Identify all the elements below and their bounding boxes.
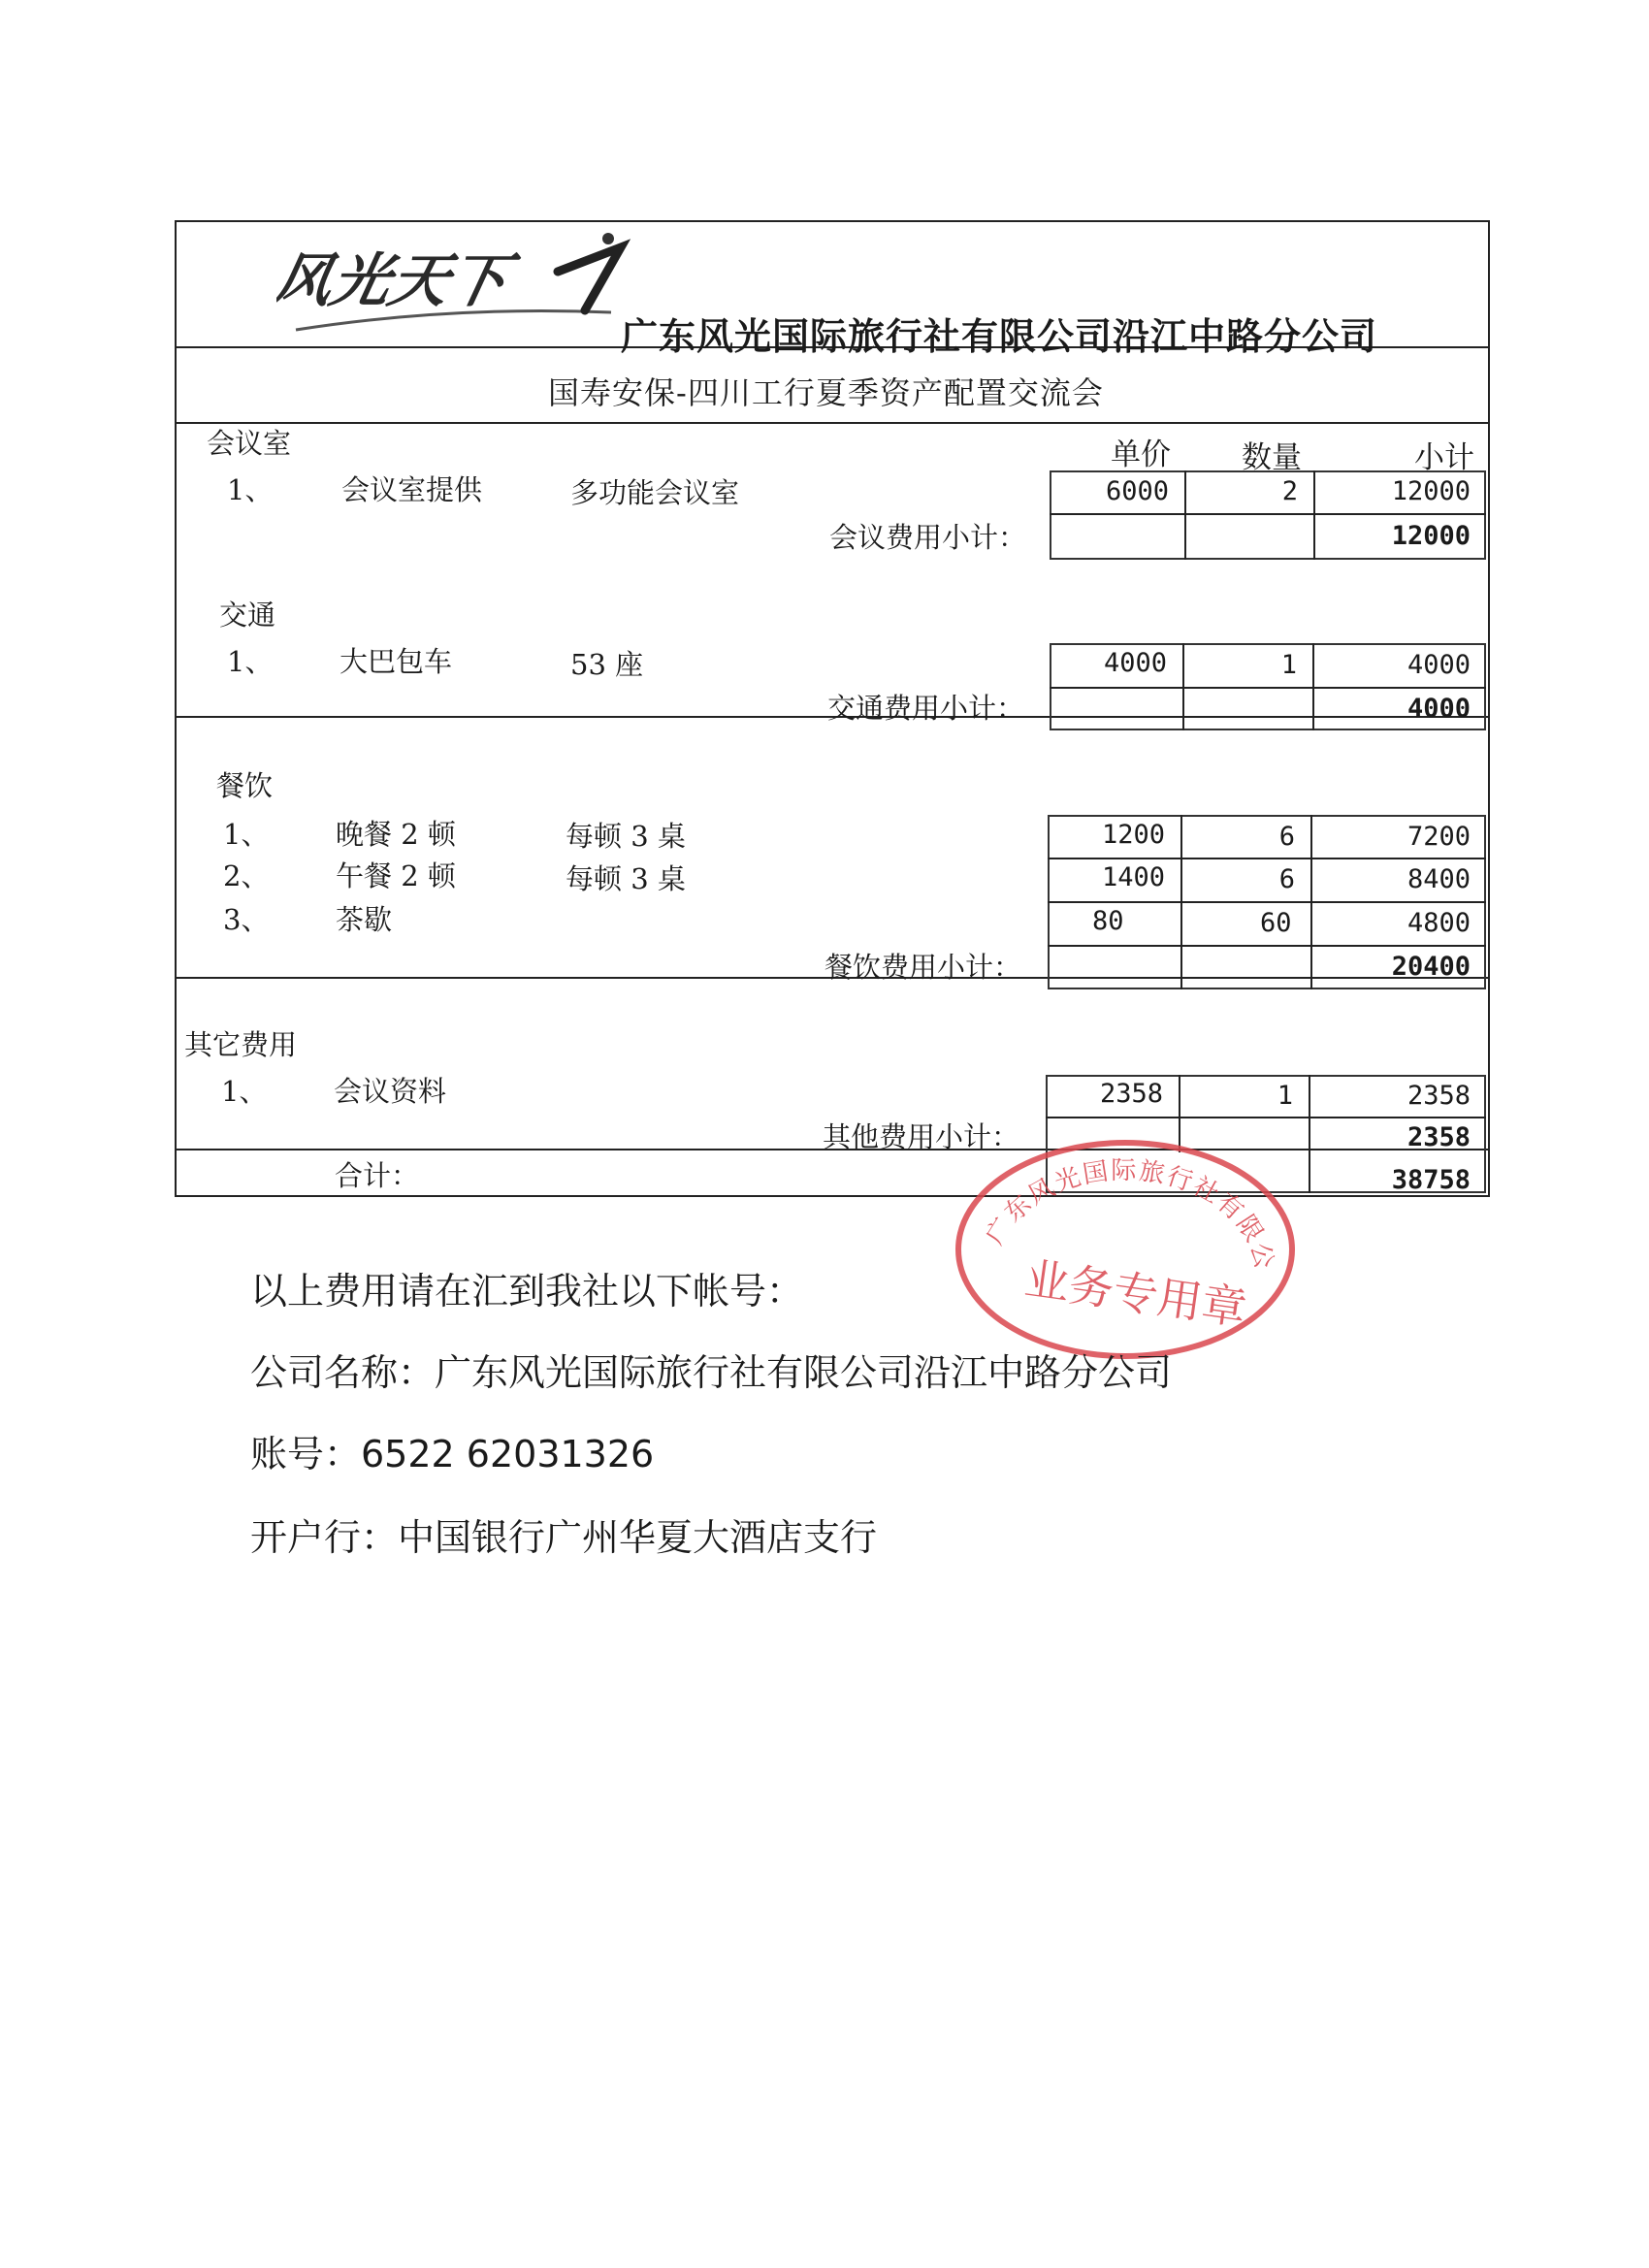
item-no: 1、 <box>227 645 274 678</box>
item-name: 茶歇 <box>336 903 393 936</box>
grand-total-label: 合计： <box>335 1159 420 1192</box>
qty-cell: 1 <box>1277 1081 1293 1111</box>
col-unit-price: 单价 <box>1111 437 1171 472</box>
logo-text: 风光天下 <box>276 246 514 315</box>
col-subtotal: 小计 <box>1414 440 1474 475</box>
item-no: 1、 <box>223 818 270 851</box>
grand-total-value: 38758 <box>1391 1165 1471 1195</box>
account-number: 账号：6522 62031326 <box>250 1433 655 1475</box>
subtotal-label-meeting: 会议费用小计： <box>829 521 1027 554</box>
subtotal-value-transport: 4000 <box>1406 694 1471 724</box>
item-desc: 每顿 3 桌 <box>566 820 686 853</box>
total-cell: 2358 <box>1406 1081 1471 1111</box>
payment-intro: 以上费用请在汇到我社以下帐号： <box>250 1270 804 1312</box>
item-name: 大巴包车 <box>340 645 453 678</box>
item-desc: 多功能会议室 <box>570 476 740 509</box>
seal-stamp-icon <box>946 1114 1305 1361</box>
unit-price-cell: 1200 <box>1101 820 1165 850</box>
total-cell: 4000 <box>1406 650 1471 680</box>
col-qty: 数量 <box>1242 440 1302 475</box>
unit-price-cell: 1400 <box>1101 862 1165 892</box>
unit-price-cell: 4000 <box>1103 648 1167 678</box>
event-title: 国寿安保-四川工行夏季资产配置交流会 <box>548 374 1104 411</box>
item-name: 晚餐 2 顿 <box>336 818 456 851</box>
qty-cell: 2 <box>1281 476 1298 506</box>
total-cell: 7200 <box>1406 822 1471 852</box>
seal-center-text: 业务专用章 <box>1021 1251 1250 1336</box>
logo-swoosh-icon <box>276 223 635 340</box>
item-name: 会议室提供 <box>341 473 483 506</box>
subtotal-value-dining: 20400 <box>1391 952 1471 982</box>
item-name: 会议资料 <box>334 1075 447 1108</box>
total-cell: 4800 <box>1406 908 1471 938</box>
payee-company: 公司名称：广东风光国际旅行社有限公司沿江中路分公司 <box>250 1351 1173 1394</box>
unit-price-cell: 80 <box>1092 906 1124 936</box>
subtotal-label-dining: 餐饮费用小计： <box>824 951 1022 984</box>
subtotal-label-transport: 交通费用小计： <box>827 692 1025 725</box>
company-name: 广东风光国际旅行社有限公司沿江中路分公司 <box>621 315 1378 358</box>
qty-cell: 1 <box>1280 650 1297 680</box>
subtitle-divider <box>175 422 1488 424</box>
bank-name: 开户行：中国银行广州华夏大酒店支行 <box>250 1516 878 1559</box>
subtotal-value-other: 2358 <box>1406 1122 1471 1152</box>
total-cell: 12000 <box>1391 476 1471 506</box>
item-desc: 53 座 <box>570 648 644 681</box>
subtotal-label-other: 其他费用小计： <box>823 1120 1020 1153</box>
item-name: 午餐 2 顿 <box>336 859 456 892</box>
qty-cell: 60 <box>1260 908 1292 938</box>
section-title-other: 其它费用 <box>184 1028 298 1061</box>
total-cell: 8400 <box>1406 864 1471 894</box>
company-logo <box>276 223 635 340</box>
item-no: 1、 <box>227 473 274 506</box>
section-title-dining: 餐饮 <box>216 769 274 802</box>
unit-price-cell: 2358 <box>1099 1079 1163 1109</box>
subtotal-value-meeting: 12000 <box>1391 521 1471 551</box>
item-desc: 每顿 3 桌 <box>566 862 686 895</box>
item-no: 2、 <box>223 859 270 892</box>
qty-cell: 6 <box>1278 864 1295 894</box>
qty-cell: 6 <box>1278 822 1295 852</box>
item-no: 3、 <box>223 903 270 936</box>
company-seal <box>946 1114 1305 1361</box>
seal-ring-text: 广东风光国际旅行社有限公 <box>980 1156 1279 1274</box>
section-title-meeting: 会议室 <box>207 427 292 460</box>
svg-text:广东风光国际旅行社有限公司沿江中路分公司 <box>946 1114 1279 1274</box>
section-title-transport: 交通 <box>219 599 276 632</box>
unit-price-cell: 6000 <box>1105 476 1169 506</box>
item-no: 1、 <box>221 1075 268 1108</box>
